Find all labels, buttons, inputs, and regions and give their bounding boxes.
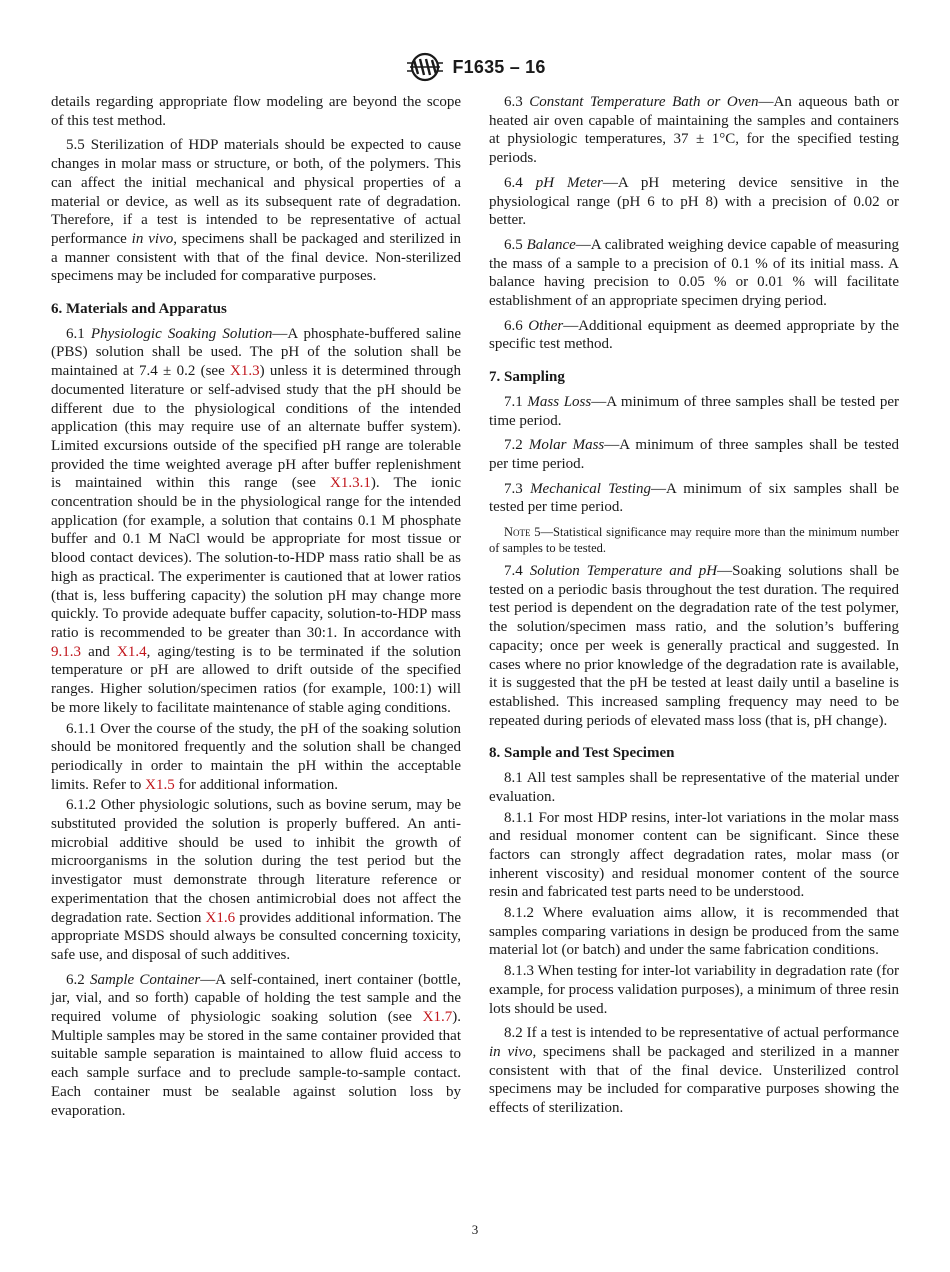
- ref-x1-4[interactable]: X1.4: [117, 643, 147, 660]
- section-8-1: 8.1 All test samples shall be representative of the material under evaluation.: [489, 770, 899, 805]
- left-column: [51, 93, 461, 1126]
- ref-9-1-3[interactable]: 9.1.3: [51, 643, 81, 660]
- page-number: 3: [471, 1222, 479, 1237]
- astm-logo-icon: [404, 51, 446, 83]
- section-6-2: 6.2 Sample Container—A self-contained, inert container (bottle, jar, vial, and so forth) capable of holding the test sample and the required volume of physiologic soaking solution (see X1.7). Multiple samples may be stored in the same container provided that suitable sample separation is maintained to allow fluid access to each sample surface and to preclude sample-to-sample contact. Each container must be sealable against solution loss by evaporation.: [51, 971, 462, 1119]
- section-6-1: 6.1 Physiologic Soaking Solution—A phosphate-buffered saline (PBS) solution shall be used. The pH of the solution shall be maintained at 7.4 ± 0.2 (see X1.3) unless it is determined through documented literature or self-advised study that the pH should be different due to the physiological conditions of the intended application (this may require use of an alternate buffer system). Limited excursions outside of the specified pH range are tolerable provided the time weighted average pH after buffer replenishment is maintained within this range (see X1.3.1). The ionic concentration should be in the physiological range for the intended application (for example, a solution that contains 0.1 M phosphate buffer and 0.1 M NaCl would be appropriate for most tissue or blood contact devices). The solution-to-HDP mass ratio shall be as high as practical. The experimenter is cautioned that at lower ratios (that is, less buffering capacity) the solution pH may change more quickly. To provide adequate buffer capacity, solution-to-HDP mass ratio is recommended to be greater than 30:1. In accordance with 9.1.3 and X1.4, aging/testing is to be terminated if the solution temperature or pH are allowed to drift outside of the specified ranges. Higher solution/specimen ratios (for example, 100:1) will be more likely to facilitate maintenance of stable aging conditions.: [51, 325, 461, 716]
- ref-x1-6[interactable]: X1.6: [205, 909, 236, 926]
- section-8-1-1: 8.1.1 For most HDP resins, inter-lot variations in the molar mass and residual monomer content can be significant. Since these factors can strongly affect degradation rates, molar mass (or inherent viscosity) and residual monomer content of the source resin and fabricated test parts need to be understood.: [489, 809, 899, 901]
- section-6-5: 6.5 Balance—A calibrated weighing device capable of measuring the mass of a sample to a precision of 0.1 % of its initial mass. A balance having precision to 0.05 % or 0.01 % will facilitate establishment of an appropriate specimen drying period.: [489, 236, 899, 310]
- section-6-4: 6.4 pH Meter—A pH metering device sensitive in the physiological range (pH 6 to pH 8) with a precision of 0.02 or better.: [489, 174, 899, 229]
- standard-designation: F1635 – 16: [452, 56, 546, 77]
- heading-sample-test-specimen: 8. Sample and Test Specimen: [489, 745, 675, 762]
- section-8-1-2: 8.1.2 Where evaluation aims allow, it is recommended that samples comparing variations in design be produced from the same material lot (or batch) and under the same fabrication conditions.: [489, 905, 899, 959]
- section-6-6: 6.6 Other—Additional equipment as deemed appropriate by the specific test method.: [489, 317, 899, 353]
- right-column: [489, 93, 899, 1124]
- section-6-1-1: 6.1.1 Over the course of the study, the pH of the soaking solution should be monitored frequently and the solution shall be changed periodically in order to maintain the pH within the acceptable limits. Refer to X1.5 for additional information.: [51, 720, 461, 793]
- section-5-5: 5.5 Sterilization of HDP materials should be expected to cause changes in molar mass or structure, or both, of the polymers. This can affect the initial mechanical and physical properties of a material or device, as well as its subsequent rate of degradation. Therefore, if a test is intended to be representative of actual performance in vivo, specimens shall be packaged and sterilized in a manner consistent with that of the final device. Non-sterilized specimens may be included for comparative purposes.: [51, 137, 461, 285]
- section-7-1: 7.1 Mass Loss—A minimum of three samples shall be tested per time period.: [489, 393, 900, 429]
- ref-x1-7[interactable]: X1.7: [422, 1009, 453, 1026]
- heading-materials-apparatus: 6. Materials and Apparatus: [51, 301, 227, 318]
- section-6-1-2: 6.1.2 Other physiologic solutions, such as bovine serum, may be substituted provided the solution is properly buffered. An anti-microbial additive should be used to inhibit the growth of microorganisms in the solution during the test period but the investigator must demonstrate through literature reference or experimentation that the chosen antimicrobial does not affect the degradation rate. Section X1.6 provides additional information. The appropriate MSDS should always be consulted concerning toxicity, safe use, and disposal of such additives.: [51, 797, 461, 963]
- section-8-2: 8.2 If a test is intended to be representative of actual performance in vivo, specimens shall be packaged and sterilized in a manner consistent with that of the final device. Unsterilized control specimens may be included for comparative purposes showing the effects of sterilization.: [489, 1025, 899, 1117]
- note-5: Note 5—Statistical significance may require more than the minimum number of samples to be tested.: [489, 525, 899, 555]
- continuation-paragraph: details regarding appropriate flow modeling are beyond the scope of this test method.: [51, 94, 461, 129]
- heading-sampling: 7. Sampling: [489, 369, 565, 386]
- page-header: [0, 50, 950, 84]
- ref-x1-3-1[interactable]: X1.3.1: [330, 475, 371, 492]
- section-6-3: 6.3 Constant Temperature Bath or Oven—An aqueous bath or heated air oven capable of maintaining the samples and containers at physiologic temperatures, 37 ± 1°C, for the specified testing periods.: [489, 94, 899, 167]
- ref-x1-3[interactable]: X1.3: [230, 363, 260, 380]
- section-7-3: 7.3 Mechanical Testing—A minimum of six samples shall be tested per time period.: [489, 480, 900, 516]
- section-7-2: 7.2 Molar Mass—A minimum of three samples shall be tested per time period.: [489, 437, 900, 472]
- section-8-1-3: 8.1.3 When testing for inter-lot variability in degradation rate (for example, for process validation purposes), a minimum of three resin lots should be used.: [489, 963, 899, 1017]
- section-7-4: 7.4 Solution Temperature and pH—Soaking solutions shall be tested on a periodic basis throughout the test duration. The required test period is dependent on the degradation rate of the test polymer, the solution/specimen mass ratio, and the solution’s buffering capacity; once per week is generally practical and suggested. In cases where no prior knowledge of the degradation rate is available, it is suggested that the pH be tested at least daily until a baseline is established. This increased sampling frequency may need to be repeated during periods of elevated mass loss (that is, pH change).: [489, 563, 899, 729]
- ref-x1-5[interactable]: X1.5: [145, 776, 175, 793]
